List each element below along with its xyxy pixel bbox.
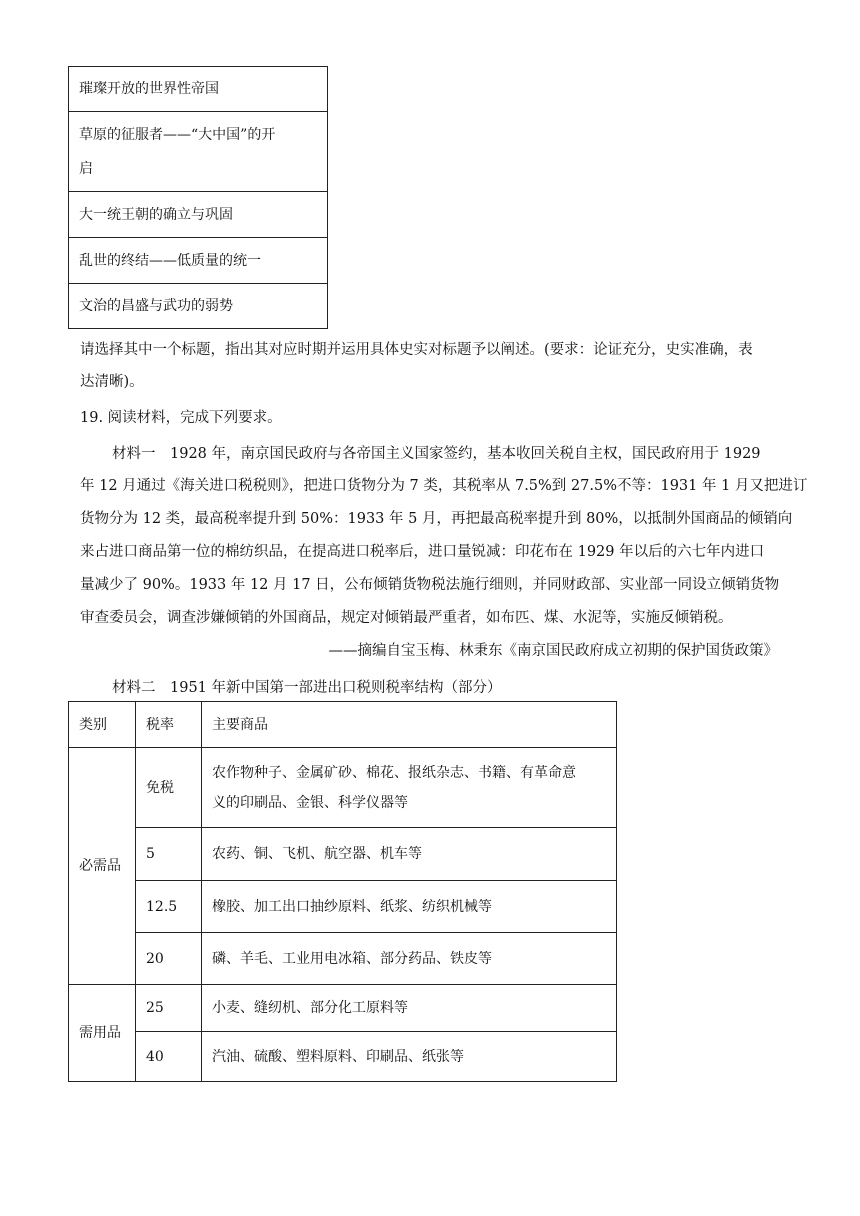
table-row: [69, 881, 617, 933]
goods-cell: 农药、铜、飞机、航空器、机车等: [202, 828, 617, 881]
rate-cell: 免税: [136, 748, 202, 828]
title-option: 乱世的终结——低质量的统一: [69, 238, 328, 284]
rate-cell: 5: [136, 828, 202, 881]
goods-line: 义的印刷品、金银、科学仪器等: [212, 794, 408, 811]
goods-cell: [202, 748, 617, 828]
title-option: 大一统王朝的确立与巩固: [69, 192, 328, 238]
title-option-line: 启: [79, 160, 93, 177]
rate-cell: 40: [136, 1032, 202, 1082]
material-line: 年 12 月通过《海关进口税税则》，把进口货物分为 7 类，其税率从 7.5%到 27.5%不等：1931 年 1 月又把进订: [80, 478, 808, 494]
title-option: 璀璨开放的世界性帝国: [69, 67, 328, 112]
goods-cell: 磷、羊毛、工业用电冰箱、部分药品、铁皮等: [202, 933, 617, 985]
title-option-line: 草原的征服者——“大中国”的开: [79, 126, 276, 143]
table-row: [69, 1032, 617, 1082]
question-heading: 19. 阅读材料，完成下列要求。: [80, 410, 282, 426]
material-caption: 材料二 1951 年新中国第一部进出口税则税率结构（部分）: [112, 680, 502, 696]
title-option: [69, 112, 328, 192]
header-goods: 主要商品: [202, 702, 617, 748]
title-option: 文治的昌盛与武功的弱势: [69, 284, 328, 329]
table-header-row: [69, 702, 617, 748]
goods-cell: 汽油、硫酸、塑料原料、印刷品、纸张等: [202, 1032, 617, 1082]
title-options-table: [68, 66, 328, 329]
table-row: [69, 933, 617, 985]
material-line: 材料一 1928 年，南京国民政府与各帝国主义国家签约，基本收回关税自主权，国民政府用于 1929: [112, 446, 761, 462]
material-line: 来占进口商品第一位的棉纺织品，在提高进口税率后，进口量锐减：印花布在 1929 年以后的六七年内进口: [80, 544, 765, 560]
category-cell: 必需品: [69, 748, 136, 985]
q18-instruction-line: 请选择其中一个标题，指出其对应时期并运用具体史实对标题予以阐述。(要求：论证充分，史实准确，表: [80, 342, 753, 358]
material-source: ——摘编自宝玉梅、林秉东《南京国民政府成立初期的保护国货政策》: [328, 643, 778, 659]
table-row: [69, 828, 617, 881]
material-line: 审查委员会，调查涉嫌倾销的外国商品，规定对倾销最严重者，如布匹、煤、水泥等，实施反倾销税。: [80, 610, 733, 626]
goods-line: 农作物种子、金属矿砂、棉花、报纸杂志、书籍、有革命意: [212, 764, 576, 781]
rate-cell: 20: [136, 933, 202, 985]
goods-cell: 橡胶、加工出口抽纱原料、纸浆、纺织机械等: [202, 881, 617, 933]
category-cell: 需用品: [69, 985, 136, 1082]
goods-cell: 小麦、缝纫机、部分化工原料等: [202, 985, 617, 1032]
material-line: 量减少了 90%。1933 年 12 月 17 日，公布倾销货物税法施行细则，并同财政部、实业部一同设立倾销货物: [80, 577, 780, 593]
material-line: 货物分为 12 类，最高税率提升到 50%：1933 年 5 月，再把最高税率提升到 80%，以抵制外国商品的倾销向: [80, 511, 793, 527]
table-row: [69, 985, 617, 1032]
tariff-table: [68, 701, 617, 1082]
table-row: [69, 748, 617, 828]
rate-cell: 25: [136, 985, 202, 1032]
header-rate: 税率: [136, 702, 202, 748]
header-category: 类别: [69, 702, 136, 748]
q18-instruction-line: 达清晰)。: [80, 374, 144, 390]
rate-cell: 12.5: [136, 881, 202, 933]
